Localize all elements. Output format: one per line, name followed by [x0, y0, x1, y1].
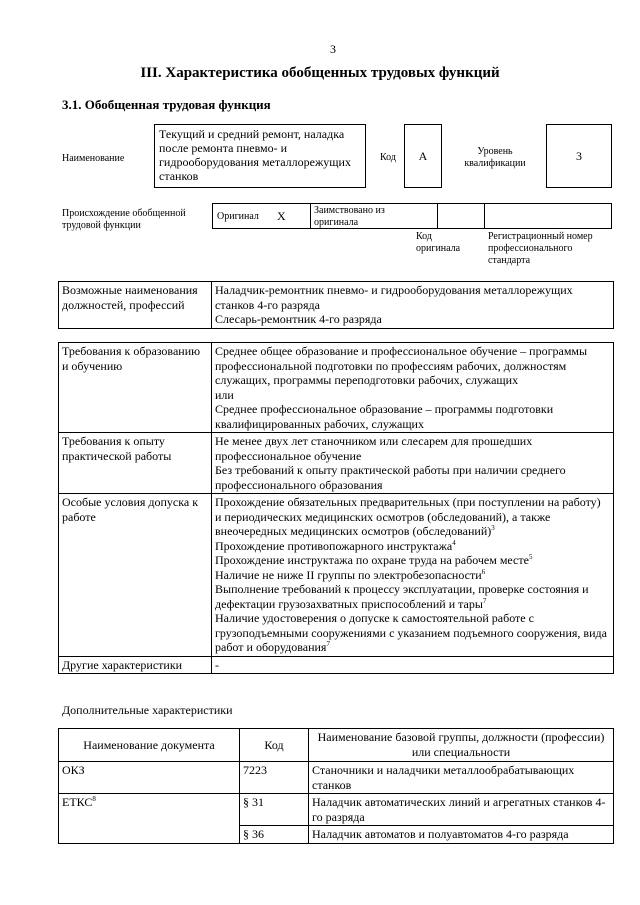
function-name: Текущий и средний ремонт, наладка после ремонта пневмо- и гидрооборудования металлорежущих станков [159, 127, 351, 183]
footnote-ref: 4 [452, 538, 456, 547]
doc-name: ЕТКС [62, 795, 93, 809]
education-1: Среднее общее образование и профессиональное обучение – программы профессиональной подготовки по профессиям рабочих, должностям служащих, программы переподготовки рабочих, служащих [215, 344, 588, 387]
other-row [59, 656, 614, 674]
special-2-text: Прохождение противопожарного инструктажа [215, 538, 453, 553]
code-cell: § 31 [240, 794, 309, 826]
original-mark: Х [277, 209, 286, 223]
special-1 [215, 495, 610, 539]
special-4 [215, 568, 610, 583]
level-box [546, 124, 612, 188]
name-cell: Наладчик автоматических линий и агрегатных станков 4-го разряда [309, 794, 614, 826]
experience-row [59, 433, 614, 494]
footnote-ref: 6 [481, 567, 486, 576]
education-2: Среднее профессиональное образование – программы подготовки квалифицированных рабочих, служащих [215, 402, 554, 431]
position-2: Слесарь-ремонтник 4-го разряда [215, 312, 382, 326]
experience-value [212, 433, 614, 494]
experience-1: Не менее двух лет станочником или слесарем для прошедших профессиональное обучение [215, 434, 533, 463]
other-value: - [212, 656, 614, 674]
education-value [212, 343, 614, 433]
origin-label: Происхождение обобщенной трудовой функции [62, 208, 186, 231]
code-cell: § 36 [240, 826, 309, 844]
name-label: Наименование [62, 153, 125, 164]
positions-label: Возможные наименования должностей, профессий [59, 282, 212, 329]
level-value: 3 [576, 149, 582, 163]
footnote-ref: 7 [326, 640, 330, 648]
code-label: Код [380, 152, 396, 163]
name-cell: Наладчик автоматов и полуавтоматов 4-го разряда [309, 826, 614, 844]
col-code-header: Код [240, 729, 309, 762]
special-5-text: Выполнение требований к процессу эксплуатации, проверке состояния и дефектации грузозахватных приспособлений и тары [215, 582, 589, 611]
experience-label: Требования к опыту практической работы [59, 433, 212, 494]
positions-value [212, 282, 614, 329]
special-6-text: Наличие удостоверения о допуске к самостоятельной работе с грузоподъемными сооружениями с указанием подъемного сооружения, вида работ и оборудования [215, 611, 607, 654]
footnote-ref: 5 [528, 553, 533, 561]
special-row [59, 494, 614, 657]
code-cell: 7223 [240, 762, 309, 794]
doc-name: ОКЗ [62, 763, 85, 777]
special-3-text: Прохождение инструктажа по охране труда на рабочем месте [215, 553, 529, 567]
additional-title: Дополнительные характеристики [62, 703, 233, 717]
section-title: III. Характеристика обобщенных трудовых функций [140, 65, 500, 81]
doc-cell [59, 794, 240, 844]
special-1-text: Прохождение обязательных предварительных (при поступлении на работу) и периодических медицинских осмотров (обследований), а также внеочередных медицинских осмотров (обследований) [215, 495, 601, 538]
origin-table [212, 203, 612, 229]
experience-2: Без требований к опыту практической работы при наличии среднего профессионального образования [215, 463, 566, 492]
additional-header-row [59, 729, 614, 762]
function-name-box [154, 124, 366, 188]
code-original-label: Код оригинала [416, 231, 461, 254]
positions-table [58, 281, 614, 329]
education-row [59, 343, 614, 433]
code-box [404, 124, 442, 188]
level-label: Уровень квалификации [464, 146, 526, 169]
subsection-title: 3.1. Обобщенная трудовая функция [62, 97, 271, 112]
page-number: 3 [330, 42, 336, 56]
table-row [59, 794, 614, 826]
footnote-ref: 7 [482, 596, 487, 605]
special-value [212, 494, 614, 657]
special-label: Особые условия допуска к работе [59, 494, 212, 657]
code-value: А [418, 149, 428, 163]
additional-table [58, 728, 614, 844]
position-1: Наладчик-ремонтник пневмо- и гидрооборудования металлорежущих станков 4-го разряда [215, 283, 573, 312]
table-row [59, 762, 614, 794]
requirements-table [58, 342, 614, 674]
name-cell: Станочники и наладчики металлообрабатывающих станков [309, 762, 614, 794]
education-label: Требования к образованию и обучению [59, 343, 212, 433]
special-6 [215, 611, 610, 655]
original-label: Оригинал [217, 211, 259, 222]
special-3 [215, 553, 610, 568]
reg-number-label: Регистрационный номер профессионального стандарта [488, 231, 593, 266]
borrowed-label: Заимствовано из оригинала [314, 205, 385, 228]
footnote-ref: 3 [491, 524, 495, 532]
education-or: или [215, 387, 234, 402]
positions-row [59, 282, 614, 329]
footnote-ref: 8 [92, 795, 96, 803]
other-label: Другие характеристики [59, 656, 212, 674]
special-5 [215, 582, 610, 611]
special-2 [215, 539, 610, 554]
col-name-header: Наименование базовой группы, должности (профессии) или специальности [309, 729, 614, 762]
doc-cell [59, 762, 240, 794]
special-4-text: Наличие не ниже II группы по электробезопасности [215, 567, 482, 582]
col-doc-header: Наименование документа [59, 729, 240, 762]
